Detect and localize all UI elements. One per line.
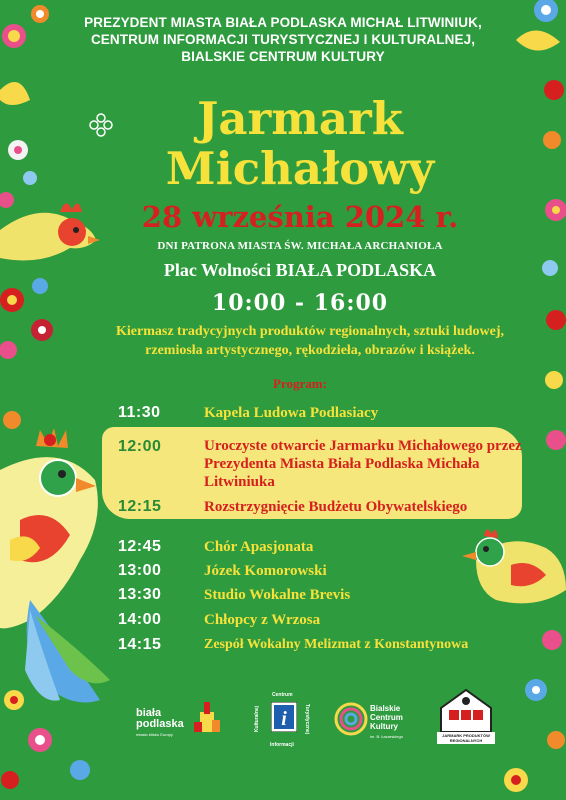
program-event: Chór Apasjonata bbox=[204, 539, 314, 555]
organizers-header bbox=[0, 14, 566, 65]
info-logo-right-text: Turystycznej bbox=[304, 703, 311, 735]
program-event: Studio Wokalne Brevis bbox=[204, 587, 351, 603]
program-time: 12:15 bbox=[118, 498, 162, 515]
program-event: Józek Komorowski bbox=[204, 563, 327, 579]
biala-podlaska-logo-text: biała podlaska bbox=[136, 707, 184, 730]
info-icon bbox=[271, 702, 297, 732]
bck-rings-icon bbox=[334, 702, 368, 736]
biala-podlaska-logo-subtitle: miasto blisko Europy bbox=[136, 732, 173, 737]
organizer-line: BIALSKIE CENTRUM KULTURY bbox=[181, 49, 385, 64]
title-line-1: Jarmark bbox=[197, 92, 403, 145]
program-time: 13:00 bbox=[118, 562, 162, 579]
program-event: Chłopcy z Wrzosa bbox=[204, 612, 321, 628]
program-event: Rozstrzygnięcie Budżetu Obywatelskiego bbox=[204, 499, 468, 515]
jarmark-produktow-logo bbox=[437, 686, 495, 746]
info-logo-top-text: Centrum bbox=[272, 692, 293, 698]
organizer-line: PREZYDENT MIASTA BIAŁA PODLASKA MICHAŁ LITWINIUK, bbox=[84, 15, 482, 30]
info-logo-bottom-text: Informacji bbox=[270, 742, 294, 748]
description-line: rzemiosła artystycznego, rękodzieła, obrazów i książek. bbox=[145, 343, 475, 358]
bird-icon bbox=[462, 529, 566, 603]
event-place: Plac Wolności BIAŁA PODLASKA bbox=[163, 260, 437, 280]
bck-line: Centrum bbox=[370, 713, 403, 722]
event-description bbox=[70, 322, 550, 360]
program-time: 11:30 bbox=[118, 404, 161, 421]
organizer-line: CENTRUM INFORMACJI TURYSTYCZNEJ I KULTURALNEJ, bbox=[90, 32, 476, 47]
title-line-2: Michałowy bbox=[165, 142, 435, 195]
event-date: 28 września 2024 r. bbox=[141, 200, 459, 234]
description-line: Kiermasz tradycyjnych produktów regionalnych, sztuki ludowej, bbox=[116, 324, 504, 339]
bck-line: Bialskie bbox=[370, 704, 401, 713]
program-time: 13:30 bbox=[118, 586, 162, 603]
event-hours: 10:00 - 16:00 bbox=[211, 290, 389, 316]
tourist-info-logo bbox=[254, 692, 318, 750]
program-event: Zespół Wokalny Melizmat z Konstantynowa bbox=[204, 637, 469, 652]
program-event: Uroczyste otwarcie Jarmarku Michałowego przez Prezydenta Miasta Biała Podlaska Michała Litwiniuka bbox=[204, 438, 522, 490]
bck-logo-subtitle: im. B. Łazarskiego bbox=[370, 734, 403, 739]
logos-bar bbox=[0, 690, 566, 750]
program-time: 14:00 bbox=[118, 611, 162, 628]
program-event: Kapela Ludowa Podlasiacy bbox=[204, 405, 379, 421]
info-logo-left-text: Kulturalnej bbox=[254, 705, 261, 733]
bialskie-centrum-kultury-logo bbox=[334, 702, 434, 742]
program-time: 12:00 bbox=[118, 438, 162, 455]
program-time: 12:45 bbox=[118, 538, 162, 555]
patron-day-subtitle: DNI PATRONA MIASTA ŚW. MICHAŁA ARCHANIOŁA bbox=[157, 240, 443, 252]
house-icon bbox=[437, 686, 495, 734]
bck-line: Kultury bbox=[370, 722, 398, 731]
bck-logo-text bbox=[370, 704, 403, 731]
biala-podlaska-logo bbox=[136, 708, 226, 742]
large-bird-icon bbox=[0, 428, 110, 703]
program-heading: Program: bbox=[273, 376, 327, 391]
svg-text:i: i bbox=[281, 708, 287, 730]
program-time: 14:15 bbox=[118, 636, 162, 653]
town-hall-icon bbox=[192, 700, 222, 734]
jarmark-logo-label: JARMARK PRODUKTÓW REGIONALNYCH bbox=[437, 732, 495, 744]
